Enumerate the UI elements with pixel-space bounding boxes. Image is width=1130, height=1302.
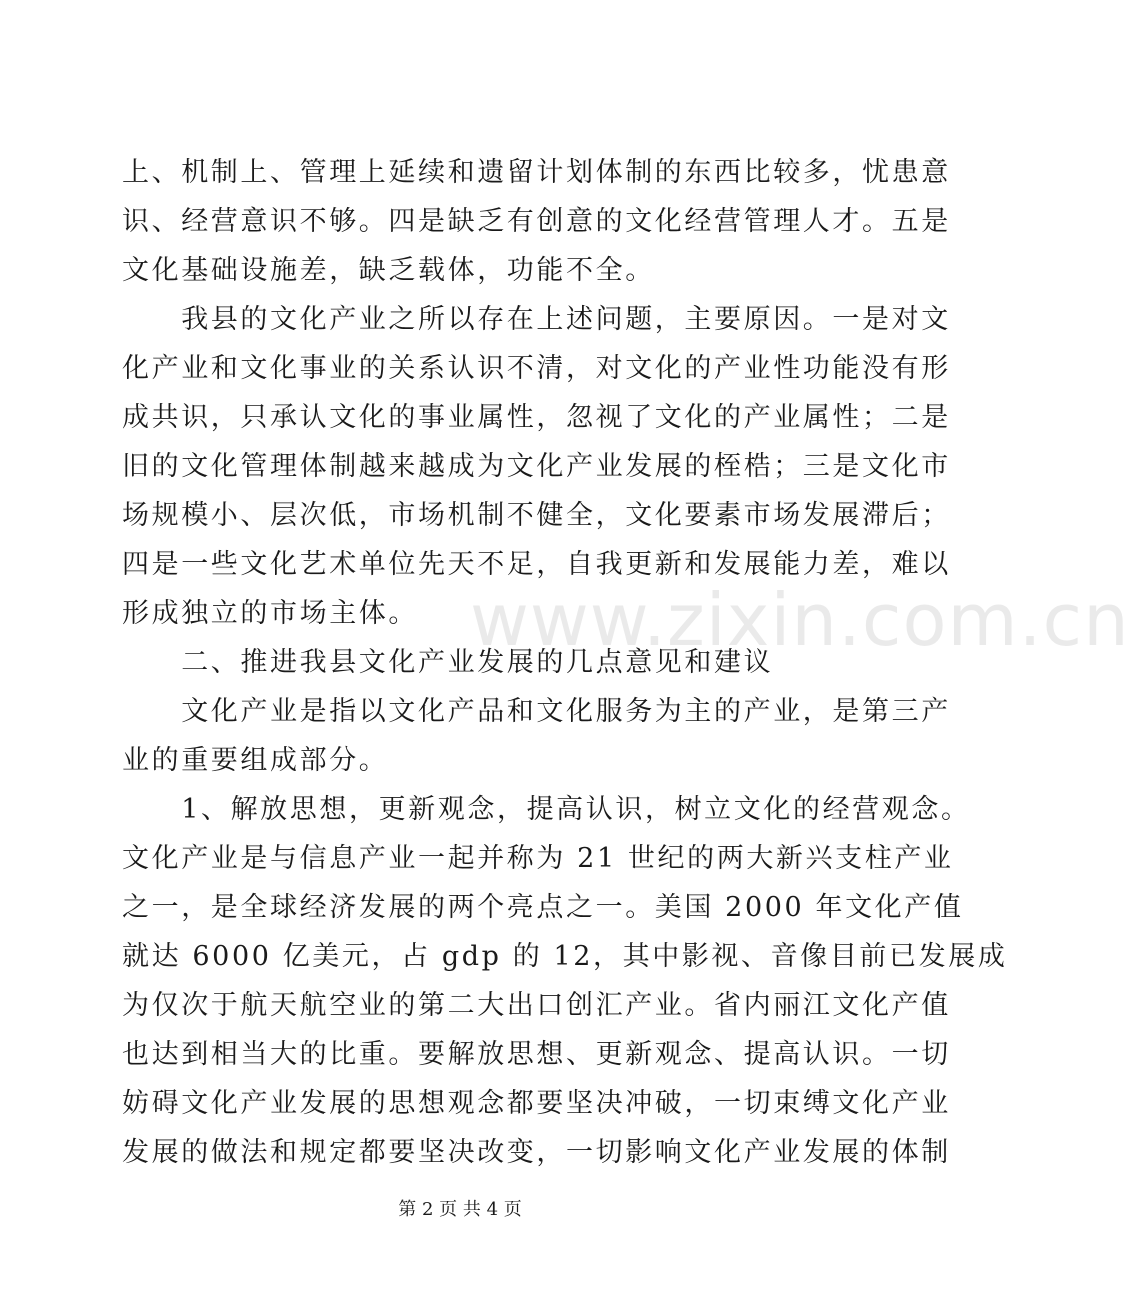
text-line: 旧的文化管理体制越来越成为文化产业发展的桎梏；三是文化市	[122, 451, 951, 482]
text-line: 场规模小、层次低，市场机制不健全，文化要素市场发展滞后；	[122, 500, 951, 531]
text-line: 也达到相当大的比重。要解放思想、更新观念、提高认识。一切	[122, 1039, 951, 1070]
text-line: 业的重要组成部分。	[122, 745, 389, 776]
text-line: 之一，是全球经济发展的两个亮点之一。美国 2000 年文化产值	[122, 892, 964, 923]
text-line: 上、机制上、管理上延续和遗留计划体制的东西比较多，忧患意	[122, 157, 951, 188]
section-heading: 二、推进我县文化产业发展的几点意见和建议	[122, 647, 774, 678]
text-line: 妨碍文化产业发展的思想观念都要坚决冲破，一切束缚文化产业	[122, 1088, 951, 1119]
text-line: 四是一些文化艺术单位先天不足，自我更新和发展能力差，难以	[122, 549, 951, 580]
text-line: 文化基础设施差，缺乏载体，功能不全。	[122, 255, 655, 286]
text-line: 成共识，只承认文化的事业属性，忽视了文化的产业属性；二是	[122, 402, 951, 433]
text-line: 文化产业是指以文化产品和文化服务为主的产业，是第三产	[122, 696, 951, 727]
text-line: 化产业和文化事业的关系认识不清，对文化的产业性功能没有形	[122, 353, 951, 384]
text-line: 识、经营意识不够。四是缺乏有创意的文化经营管理人才。五是	[122, 206, 951, 237]
text-line: 文化产业是与信息产业一起并称为 21 世纪的两大新兴支柱产业	[122, 843, 954, 874]
text-line: 形成独立的市场主体。	[122, 598, 418, 629]
text-line: 我县的文化产业之所以存在上述问题，主要原因。一是对文	[122, 304, 951, 335]
text-line: 发展的做法和规定都要坚决改变，一切影响文化产业发展的体制	[122, 1137, 951, 1168]
text-line: 就达 6000 亿美元，占 gdp 的 12，其中影视、音像目前已发展成	[122, 941, 1008, 972]
text-line: 1、解放思想，更新观念，提高认识，树立文化的经营观念。	[122, 794, 971, 825]
text-line: 为仅次于航天航空业的第二大出口创汇产业。省内丽江文化产值	[122, 990, 951, 1021]
watermark: www.zixin.com.cn	[470, 578, 1130, 662]
page-number: 第 2 页 共 4 页	[398, 1199, 522, 1220]
